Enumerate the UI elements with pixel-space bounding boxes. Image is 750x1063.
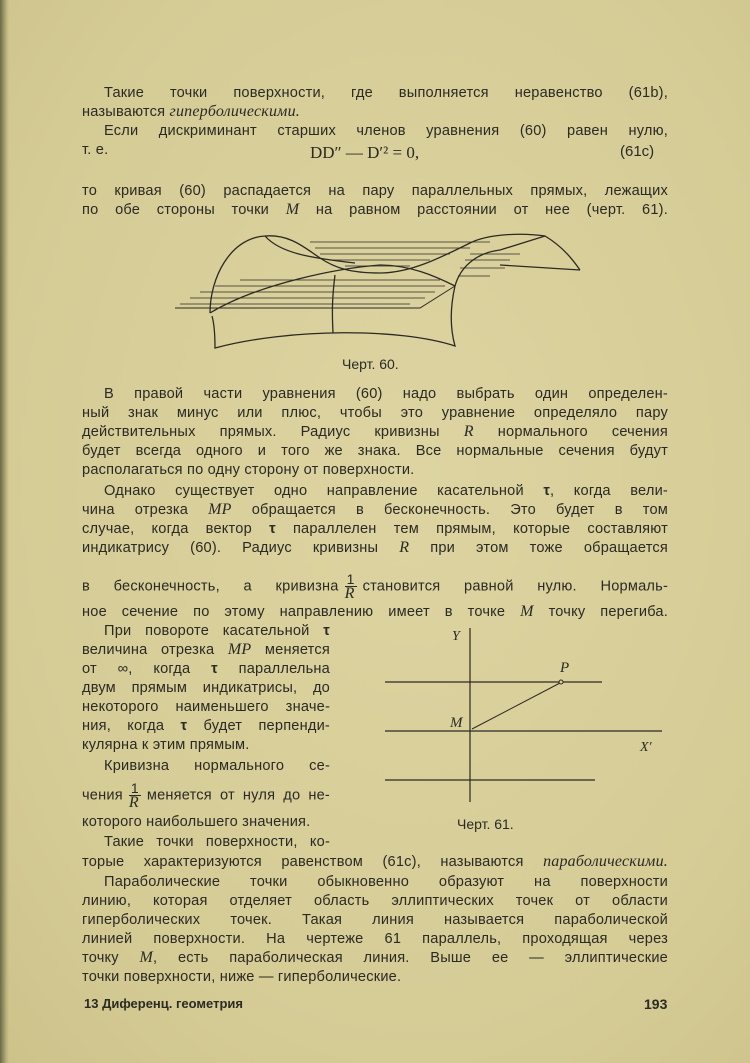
text-line (82, 122, 668, 140)
text-run: при этом тоже обращается (409, 540, 669, 556)
text-line (82, 717, 330, 735)
text-line (82, 930, 668, 948)
text-line (82, 461, 668, 479)
text-run: точку (82, 950, 140, 966)
text-run: линию, которая отделяет область эллиптических точек от области (82, 893, 668, 909)
text-line (82, 385, 668, 403)
text-line (82, 201, 668, 219)
point-p-label: P (560, 660, 570, 676)
text-line (82, 736, 330, 754)
numerator: 1 (346, 571, 355, 587)
text-run: на равном расстоянии от нее (черт. 61). (299, 202, 668, 218)
text-run: При повороте касательной (104, 623, 324, 639)
text-run: ный знак минус или плюс, чтобы это уравнение определяло пару (82, 405, 668, 421)
text-run: обращается в бесконечность. Это будет в том (231, 502, 669, 518)
text-run: по обе стороны точки (82, 202, 286, 218)
axis-y-label: Y (452, 629, 460, 644)
text-run: индикатрису (60). Радиус кривизны (82, 540, 400, 556)
text-run: Такие точки поверхности, ко- (104, 834, 330, 850)
text-line (82, 949, 668, 967)
text-line (82, 660, 330, 678)
text-line (82, 603, 668, 621)
text-run: располагаться по одну сторону от поверхности. (82, 462, 415, 478)
tau-symbol: τ (211, 661, 218, 677)
page-number: 193 (644, 996, 668, 1012)
figure-61-indicatrix-drawing (380, 620, 670, 805)
italic-term: MP (208, 501, 232, 518)
text-line (82, 539, 668, 557)
text-run: параллелен тем прямым, которые составляют (275, 521, 668, 537)
text-run: , есть параболическая линия. Выше ее — эллиптические (153, 950, 668, 966)
italic-term: гиперболическими. (169, 103, 300, 120)
text-run: случае, когда вектор (82, 521, 270, 537)
text-line (82, 698, 330, 716)
text-run: двум прямым индикатрисы, до (82, 680, 330, 696)
italic-term: M (520, 603, 534, 620)
text-run: нормального сечения (473, 424, 668, 440)
text-run: кулярна к этим прямым. (82, 737, 250, 753)
text-line (82, 423, 668, 441)
text-line (82, 404, 668, 422)
text-run: точки поверхности, ниже — гиперболические. (82, 969, 402, 985)
text-line (82, 103, 668, 121)
text-line (82, 84, 668, 102)
text-run: Параболические точки обыкновенно образуют на поверхности (104, 874, 668, 890)
text-line (82, 781, 330, 810)
text-run: линией поверхности. На чертеже 61 параллель, проходящая через (82, 931, 668, 947)
figure-61-caption: Черт. 61. (457, 816, 514, 832)
text-run: гиперболических точек. Такая линия называется параболической (82, 912, 668, 928)
text-line (82, 501, 668, 519)
italic-term: M (285, 201, 300, 218)
figure-60-caption: Черт. 60. (342, 356, 399, 372)
equation-number: (61c) (620, 143, 655, 160)
text-run: ния, когда (82, 718, 181, 734)
tau-symbol: τ (323, 623, 330, 639)
text-line (82, 622, 330, 640)
text-run: Однако существует одно направление касательной (104, 483, 544, 499)
axis-x-label: X′ (640, 740, 652, 755)
text-run: меняется (251, 642, 330, 658)
numerator: 1 (130, 780, 139, 796)
text-run: в бесконечность, а кривизна (82, 578, 339, 595)
text-run: Если дискриминант старших членов уравнения (60) равен нулю, (104, 123, 668, 139)
text-line (82, 182, 668, 200)
text-run: действительных прямых. Радиус кривизны (82, 424, 464, 440)
text-run: точку перегиба. (533, 604, 668, 620)
italic-term: R (463, 423, 474, 440)
text-run: ное сечение по этому направлению имеет в точке (82, 604, 521, 620)
italic-term: M (139, 949, 154, 966)
fraction-1-over-r (345, 572, 357, 601)
text-run: Такие точки поверхности, где выполняется неравенство (61b), (104, 85, 668, 101)
italic-term: MP (227, 641, 252, 658)
text-run: т. е. (82, 142, 109, 158)
text-line (82, 679, 330, 697)
text-line (82, 813, 330, 831)
formula-61c: DD″ — D′² = 0, (310, 143, 420, 162)
denominator: R (344, 585, 355, 602)
text-run: будет всегда одного и того же знака. Все нормальные сечения будут (82, 443, 668, 459)
page-edge-shadow (0, 0, 9, 1063)
text-line (82, 641, 330, 659)
italic-term: R (399, 539, 410, 556)
italic-term: параболическими. (543, 853, 668, 870)
text-line (82, 572, 668, 601)
figure-60-surface-drawing (170, 228, 590, 353)
text-run: торые характеризуются равенством (61c), называются (82, 854, 544, 870)
text-line (82, 873, 668, 891)
tau-symbol: τ (180, 718, 188, 734)
text-run: которого наибольшего значения. (82, 814, 311, 830)
text-line (82, 442, 668, 460)
text-run: , когда вели- (550, 483, 668, 499)
text-line (82, 520, 668, 538)
text-line (82, 833, 330, 851)
text-line (82, 892, 668, 910)
tau-symbol: τ (269, 521, 276, 537)
text-line (82, 911, 668, 929)
text-run: Кривизна нормального се- (104, 758, 330, 774)
text-run: чина отрезка (82, 502, 209, 518)
footer-signature: 13 Диференц. геометрия (84, 996, 243, 1011)
tau-symbol: τ (543, 483, 551, 499)
text-run: становится равной нулю. Нормаль- (362, 578, 668, 595)
text-run: будет перпенди- (187, 718, 330, 734)
text-line (82, 482, 668, 500)
text-run: то кривая (60) распадается на пару параллельных прямых, лежащих (82, 183, 668, 199)
text-run: чения (82, 787, 123, 804)
text-line (82, 853, 668, 871)
text-run: параллельна (217, 661, 330, 677)
text-line (82, 968, 668, 986)
text-run: от ∞, когда (82, 661, 212, 677)
fraction-1-over-r (129, 781, 141, 810)
text-line (82, 757, 330, 775)
text-run: называются (82, 104, 170, 120)
text-run: меняется от нуля до не- (146, 787, 330, 804)
point-m-label: M (450, 715, 463, 731)
text-run: величина отрезка (82, 642, 228, 658)
denominator: R (128, 794, 139, 811)
text-run: В правой части уравнения (60) надо выбрать один определен- (104, 386, 668, 402)
text-run: некоторого наименьшего значе- (82, 699, 330, 715)
